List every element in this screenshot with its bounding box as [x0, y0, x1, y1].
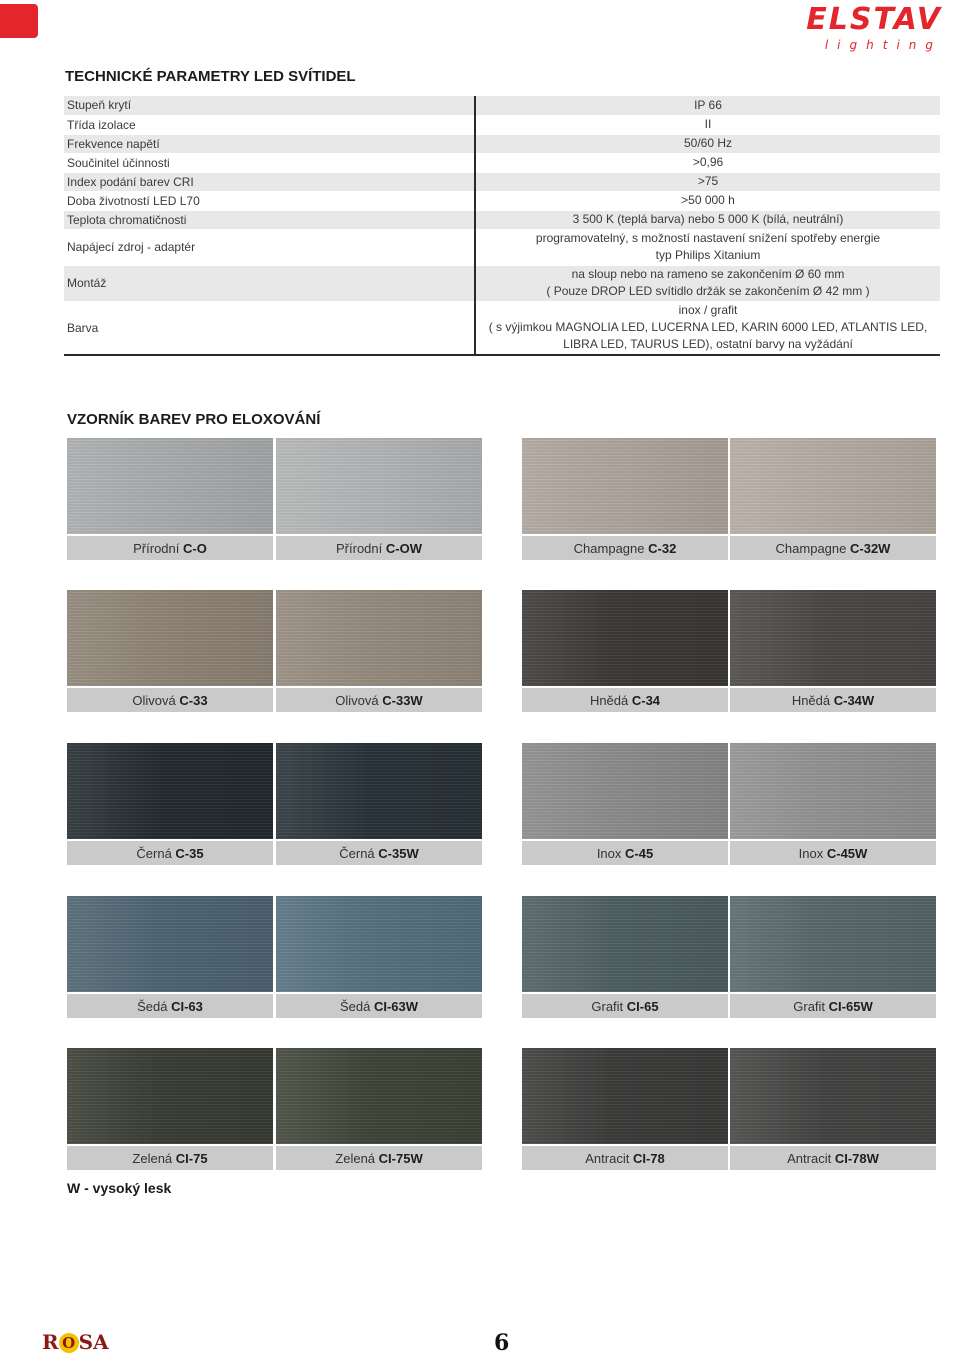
swatch-caption [276, 994, 482, 1018]
brand-logo [802, 2, 942, 54]
corner-tab [0, 4, 38, 38]
swatch-section-title: VZORNÍK BAREV PRO ELOXOVÁNÍ [67, 411, 321, 428]
swatch-code: C-35W [378, 846, 419, 861]
swatch-code: C-OW [385, 541, 422, 556]
color-swatch [730, 1048, 936, 1170]
swatch-name: Antracit [585, 1151, 633, 1166]
swatch-caption [522, 994, 728, 1018]
swatch-code: C-O [183, 541, 207, 556]
swatch-code: CI-78W [834, 1151, 879, 1166]
swatch-caption [522, 1146, 728, 1170]
param-label: Stupeň krytí [64, 96, 475, 115]
param-value: 50/60 Hz [683, 136, 733, 150]
swatch-caption [276, 841, 482, 865]
swatch-color-panel [67, 590, 273, 686]
swatch-caption [276, 1146, 482, 1170]
param-row [64, 115, 940, 134]
param-value-line: ( Pouze DROP LED svítidlo držák se zakončením Ø 42 mm ) [546, 284, 870, 298]
param-label: Index podání barev CRI [64, 172, 475, 191]
param-label: Třída izolace [64, 115, 475, 134]
param-value [475, 229, 940, 265]
swatch-color-panel [730, 590, 936, 686]
swatch-color-panel [276, 743, 482, 839]
swatch-color-panel [276, 590, 482, 686]
param-value [475, 265, 940, 301]
brand-subtitle: lighting [824, 38, 942, 52]
color-swatch [730, 896, 936, 1018]
color-swatch [67, 1048, 273, 1170]
swatch-code: C-33 [179, 693, 208, 708]
swatch-code: C-32 [648, 541, 677, 556]
swatch-code: CI-78 [632, 1151, 665, 1166]
swatch-name: Olivová [132, 693, 180, 708]
param-value: >0,96 [692, 155, 724, 169]
swatch-color-panel [730, 438, 936, 534]
param-value [475, 301, 940, 355]
swatch-color-panel [730, 896, 936, 992]
swatch-name: Inox [596, 846, 625, 861]
swatch-name: Černá [136, 846, 176, 861]
color-swatch [276, 743, 482, 865]
color-swatch [67, 896, 273, 1018]
swatch-code: C-33W [382, 693, 423, 708]
param-row [64, 229, 940, 265]
rosa-logo-o: O [59, 1333, 79, 1353]
swatch-code: CI-75W [378, 1151, 423, 1166]
param-row [64, 265, 940, 301]
swatch-name: Antracit [787, 1151, 835, 1166]
param-label: Doba životností LED L70 [64, 191, 475, 210]
param-label: Montáž [64, 265, 475, 301]
param-value-line: typ Philips Xitanium [655, 248, 761, 262]
swatch-color-panel [522, 590, 728, 686]
param-value-line: na sloup nebo na rameno se zakončením Ø 60 mm [571, 267, 845, 281]
color-swatch [276, 438, 482, 560]
swatch-caption [67, 688, 273, 712]
color-swatch [522, 896, 728, 1018]
swatch-color-panel [276, 896, 482, 992]
swatch-code: C-35 [175, 846, 204, 861]
swatch-code: C-45 [625, 846, 654, 861]
param-label: Napájecí zdroj - adaptér [64, 229, 475, 265]
color-swatch [276, 896, 482, 1018]
swatch-caption [730, 841, 936, 865]
swatch-name: Přírodní [133, 541, 183, 556]
color-swatch [730, 590, 936, 712]
param-value: 3 500 K (teplá barva) nebo 5 000 K (bílá, neutrální) [572, 212, 844, 226]
color-swatch [730, 743, 936, 865]
param-label: Barva [64, 301, 475, 355]
param-value: IP 66 [694, 97, 722, 112]
swatch-name: Grafit [591, 999, 627, 1014]
swatch-caption [522, 841, 728, 865]
swatch-color-panel [67, 1048, 273, 1144]
color-swatch [522, 1048, 728, 1170]
swatch-caption [67, 841, 273, 865]
swatch-caption [67, 536, 273, 560]
swatch-code: C-34 [631, 693, 661, 708]
swatch-name: Hnědá [589, 693, 632, 708]
swatch-caption [276, 536, 482, 560]
swatch-caption [522, 536, 728, 560]
param-row [64, 210, 940, 229]
swatch-code: CI-63 [171, 999, 203, 1014]
param-value: >75 [697, 174, 719, 188]
param-row [64, 134, 940, 153]
swatch-caption [67, 1146, 273, 1170]
swatch-code: C-32W [850, 541, 891, 556]
tech-params-title: TECHNICKÉ PARAMETRY LED SVÍTIDEL [65, 68, 356, 85]
param-row [64, 153, 940, 172]
param-row [64, 172, 940, 191]
swatch-code: CI-65 [626, 999, 659, 1014]
swatch-name: Grafit [793, 999, 829, 1014]
param-value-line: ( s výjimkou MAGNOLIA LED, LUCERNA LED, KARIN 6000 LED, ATLANTIS LED, [488, 320, 928, 335]
color-swatch [522, 743, 728, 865]
gloss-legend-note: W - vysoký lesk [67, 1180, 172, 1196]
color-swatch [67, 590, 273, 712]
swatch-name: Inox [798, 846, 827, 861]
swatch-color-panel [67, 896, 273, 992]
swatch-caption [730, 688, 936, 712]
swatch-color-panel [730, 743, 936, 839]
color-swatch [276, 590, 482, 712]
swatch-code: C-45W [826, 846, 868, 861]
swatch-name: Zelená [132, 1151, 176, 1166]
param-label: Součinitel účinnosti [64, 153, 475, 172]
swatch-name: Přírodní [336, 541, 386, 556]
swatch-color-panel [522, 1048, 728, 1144]
color-swatch [730, 438, 936, 560]
swatch-name: Champagne [775, 541, 850, 556]
swatch-code: C-34W [833, 693, 875, 708]
color-swatch [522, 438, 728, 560]
param-value-line: programovatelný, s možností nastavení snížení spotřeby energie [535, 231, 881, 245]
swatch-name: Černá [339, 846, 379, 861]
page-number: 6 [494, 1330, 510, 1356]
swatch-color-panel [522, 438, 728, 534]
swatch-name: Hnědá [791, 693, 834, 708]
swatch-name: Zelená [335, 1151, 379, 1166]
swatch-caption [730, 1146, 936, 1170]
param-row [64, 301, 940, 355]
swatch-caption [730, 994, 936, 1018]
brand-name: ELSTAV [806, 2, 942, 37]
param-value-line: inox / grafit [678, 303, 738, 318]
color-swatch [67, 743, 273, 865]
param-value: II [704, 117, 712, 131]
swatch-color-panel [522, 743, 728, 839]
param-row [64, 96, 940, 115]
param-value-line: LIBRA LED, TAURUS LED), ostatní barvy na vyžádání [563, 337, 853, 352]
swatch-name: Olivová [335, 693, 383, 708]
param-label: Teplota chromatičnosti [64, 210, 475, 229]
swatch-name: Šedá [137, 999, 172, 1014]
color-swatch [522, 590, 728, 712]
swatch-caption [522, 688, 728, 712]
swatch-name: Champagne [573, 541, 649, 556]
swatch-color-panel [67, 438, 273, 534]
swatch-color-panel [730, 1048, 936, 1144]
param-row [64, 191, 940, 210]
tech-params-table [64, 96, 940, 356]
param-label: Frekvence napětí [64, 134, 475, 153]
swatch-code: CI-63W [373, 999, 419, 1014]
swatch-code: CI-75 [175, 1151, 208, 1166]
swatch-color-panel [276, 438, 482, 534]
param-value: >50 000 h [681, 193, 735, 207]
color-swatch [276, 1048, 482, 1170]
swatch-color-panel [522, 896, 728, 992]
rosa-logo: R O SA [42, 1330, 109, 1354]
swatch-code: CI-65W [828, 999, 873, 1014]
swatch-name: Šedá [339, 999, 374, 1014]
swatch-caption [276, 688, 482, 712]
swatch-color-panel [276, 1048, 482, 1144]
swatch-caption [67, 994, 273, 1018]
swatch-color-panel [67, 743, 273, 839]
swatch-caption [730, 536, 936, 560]
color-swatch [67, 438, 273, 560]
